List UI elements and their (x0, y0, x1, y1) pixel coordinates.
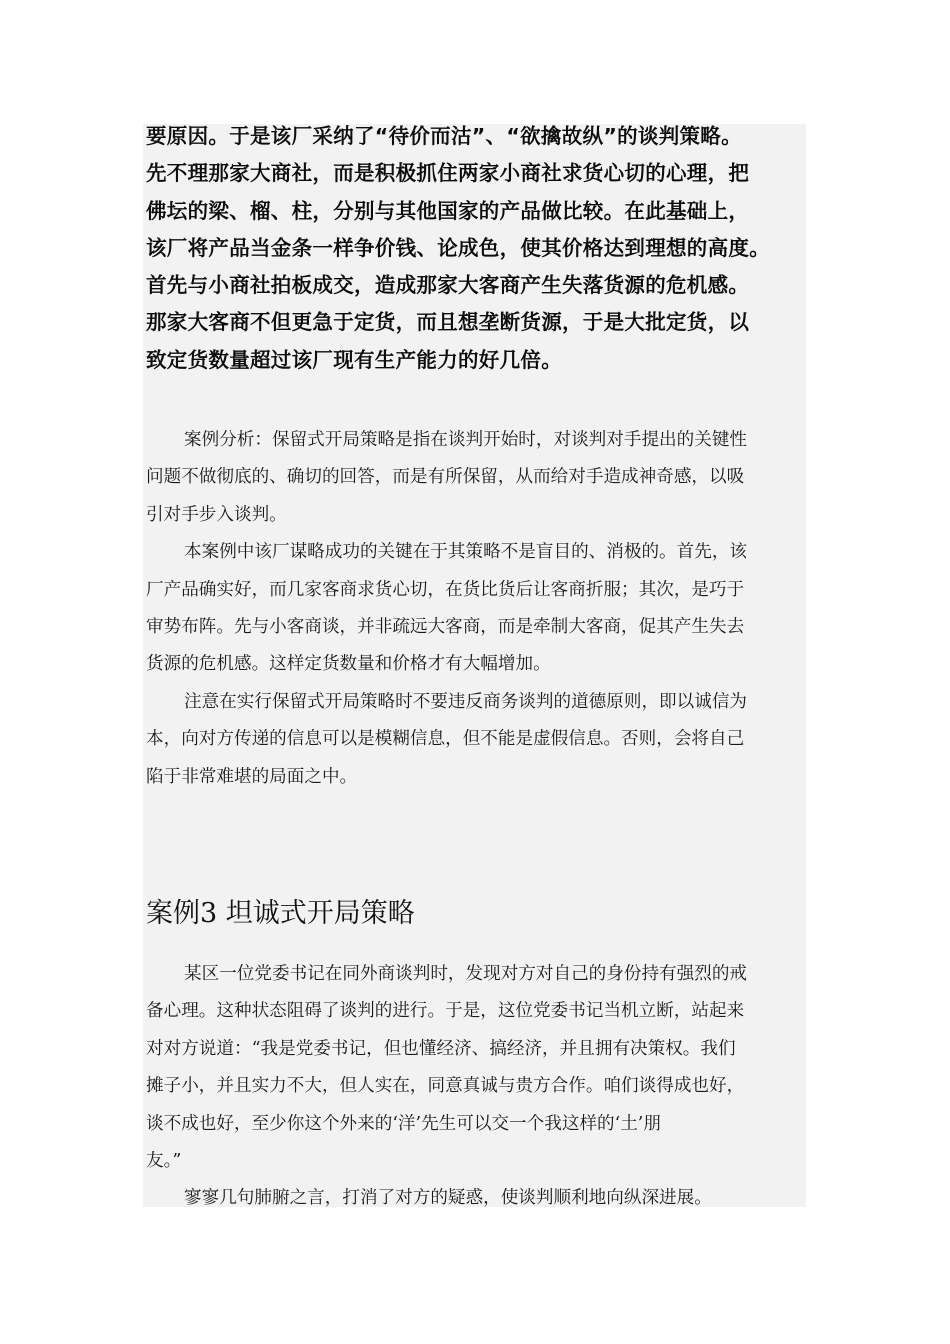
case-analysis (146, 422, 806, 796)
text-line: 摊子小，并且实力不大，但人实在，同意真诚与贵方合作。咱们谈得成也好， (146, 1076, 745, 1097)
text-line: 寥寥几句肺腑之言，打消了对方的疑惑，使谈判顺利地向纵深进展。 (184, 1188, 712, 1209)
text-line: 那家大客商不但更急于定货，而且想垄断货源，于是大批定货，以 (146, 310, 750, 335)
text-line: 本案例中该厂谋略成功的关键在于其策略不是盲目的、消极的。首先，该 (184, 542, 748, 563)
text-line: 本，向对方传递的信息可以是模糊信息，但不能是虚假信息。否则，会将自己 (146, 729, 745, 750)
text-line: 问题不做彻底的、确切的回答，而是有所保留，从而给对手造成神奇感，以吸 (146, 467, 745, 488)
text-line: 备心理。这种状态阻碍了谈判的进行。于是，这位党委书记当机立断，站起来 (146, 1001, 745, 1022)
text-line: 审势布阵。先与小客商谈，并非疏远大客商，而是牵制大客商，促其产生失去 (146, 617, 745, 638)
text-line: 首先与小商社拍板成交，造成那家大客商产生失落货源的危机感。 (146, 273, 750, 298)
text-line: 佛坛的梁、榴、柱，分别与其他国家的产品做比较。在此基础上， (146, 198, 750, 223)
text-line: 注意在实行保留式开局策略时不要违反商务谈判的道德原则，即以诚信为 (184, 691, 748, 712)
text-line: 货源的危机感。这样定货数量和价格才有大幅增加。 (146, 654, 551, 675)
text-line: 致定货数量超过该厂现有生产能力的好几倍。 (146, 347, 562, 372)
text-line: 引对手步入谈判。 (146, 504, 287, 525)
case3-heading: 案例3 坦诚式开局策略 (146, 898, 415, 929)
text-line: 案例分析：保留式开局策略是指在谈判开始时，对谈判对手提出的关键性 (184, 430, 748, 450)
case3-body (146, 956, 806, 1218)
text-line: 先不理那家大商社，而是积极抓住两家小商社求货心切的心理，把 (146, 161, 750, 186)
text-line: 某区一位党委书记在同外商谈判时，发现对方对自己的身份持有强烈的戒 (184, 964, 748, 984)
text-line: 友。” (146, 1151, 182, 1172)
text-line: 要原因。于是该厂采纳了“待价而沽”、“欲擒故纵”的谈判策略。 (146, 124, 742, 148)
text-line: 厂产品确实好，而几家客商求货心切，在货比货后让客商折服；其次，是巧于 (146, 579, 745, 600)
text-line: 谈不成也好，至少你这个外来的‘洋’先生可以交一个我这样的‘土’朋 (146, 1113, 661, 1134)
bold-paragraph (146, 118, 826, 379)
text-line: 陷于非常难堪的局面之中。 (146, 766, 358, 787)
text-line: 该厂将产品当金条一样争价钱、论成色，使其价格达到理想的高度。 (146, 235, 770, 260)
text-line: 对对方说道：“我是党委书记，但也懂经济、搞经济，并且拥有决策权。我们 (146, 1038, 736, 1059)
